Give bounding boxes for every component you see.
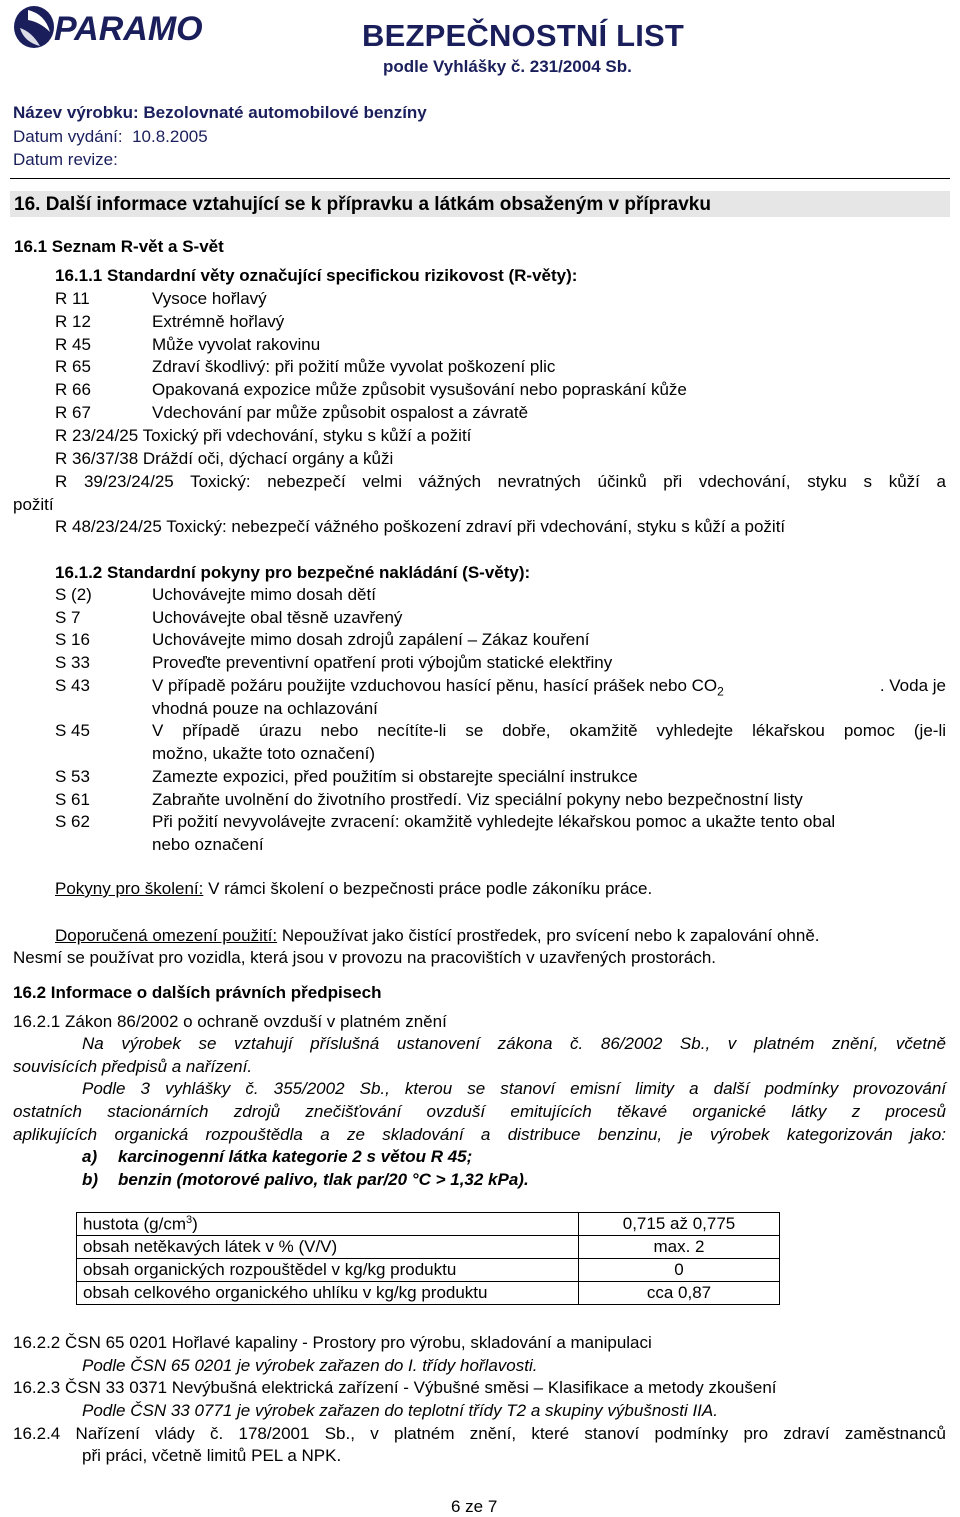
s-code: S 16 <box>55 630 90 649</box>
restrictions-label: Doporučená omezení použití: <box>55 926 278 945</box>
param-value: max. 2 <box>579 1236 780 1259</box>
category-a-marker: a) <box>82 1147 98 1166</box>
r-text: Opakovaná expozice může způsobit vysušování nebo popraskání kůže <box>152 380 687 399</box>
r-text: Vdechování par může způsobit ospalost a závratě <box>152 403 529 422</box>
s-code: S 43 <box>55 676 90 695</box>
page-number: 6 ze 7 <box>451 1497 498 1516</box>
law1-line: ostatních stacionárních zdrojů znečišťování ovzduší emitujících těkavé organické látky z procesů <box>13 1102 946 1121</box>
restrictions-line2: Nesmí se používat pro vozidla, která jsou v provozu na pracovištích v uzavřených prostorách. <box>13 948 716 967</box>
s-text-continued: možno, ukažte toto označení) <box>152 744 376 763</box>
s-text-part: V případě požáru použijte vzduchovou hasící pěnu, hasící prášek nebo CO <box>152 676 718 695</box>
law1-line: Na výrobek se vztahují příslušná ustanovení zákona č. 86/2002 Sb., v platném znění, včetně <box>82 1034 946 1053</box>
r-combined-line: R 36/37/38 Dráždí oči, dýchací orgány a kůži <box>55 449 394 468</box>
s-code: S 7 <box>55 608 81 627</box>
s-text <box>152 676 946 698</box>
law4-line2: při práci, včetně limitů PEL a NPK. <box>82 1446 342 1465</box>
r-code: R 67 <box>55 403 91 422</box>
category-b: benzin (motorové palivo, tlak par/20 °C > 1,32 kPa). <box>118 1170 529 1189</box>
s-code: S (2) <box>55 585 92 604</box>
s-text: Při požití nevyvolávejte zvracení: okamžitě vyhledejte lékařskou pomoc a ukažte tento obal <box>152 812 836 831</box>
s-text: Uchovávejte mimo dosah dětí <box>152 585 376 604</box>
param-label: obsah netěkavých látek v % (V/V) <box>77 1236 579 1259</box>
r-code: R 45 <box>55 335 91 354</box>
s-text-tail: . Voda je <box>879 676 946 695</box>
law3-title: 16.2.3 ČSN 33 0371 Nevýbušná elektrická zařízení - Výbušné směsi – Klasifikace a metody zkoušení <box>13 1378 777 1397</box>
list-heading: 16.1 Seznam R-vět a S-vět <box>14 237 224 256</box>
r-code: R 66 <box>55 380 91 399</box>
law1-line: souvisících předpisů a nařízení. <box>13 1057 253 1076</box>
restrictions-note <box>55 926 820 946</box>
s-text-continued: vhodná pouze na ochlazování <box>152 699 378 718</box>
document-subtitle: podle Vyhlášky č. 231/2004 Sb. <box>383 57 632 76</box>
restrictions-text: Nepoužívat jako čistící prostředek, pro svícení nebo k zapalování ohně. <box>277 926 820 945</box>
law2-note: Podle ČSN 65 0201 je výrobek zařazen do I. třídy hořlavosti. <box>82 1356 538 1375</box>
logo-wordmark: PARAMO <box>54 10 203 48</box>
r-code: R 12 <box>55 312 91 331</box>
law1-line: aplikujících organická rozpouštědla a ze skladování a distribuce benzinu, je výrobek kategorizován jako: <box>13 1125 946 1144</box>
document-title: BEZPEČNOSTNÍ LIST <box>362 18 685 53</box>
subscript: 2 <box>717 684 724 699</box>
param-label-text: hustota (g/cm <box>83 1214 186 1234</box>
superscript: 3 <box>186 1213 193 1226</box>
param-label <box>77 1213 579 1236</box>
category-a: karcinogenní látka kategorie 2 s větou R 45; <box>118 1147 473 1166</box>
training-label: Pokyny pro školení: <box>55 879 204 898</box>
s-phrases-heading: 16.1.2 Standardní pokyny pro bezpečné nakládání (S-věty): <box>55 563 531 582</box>
issue-date-value: 10.8.2005 <box>132 127 208 146</box>
s-text-main <box>152 676 724 698</box>
s-text: Zamezte expozici, před použitím si obstarejte speciální instrukce <box>152 767 638 786</box>
issue-date-label: Datum vydání: <box>13 127 123 146</box>
table-row <box>77 1236 780 1259</box>
param-label: obsah celkového organického uhlíku v kg/kg produktu <box>77 1282 579 1305</box>
law1-line: Podle 3 vyhlášky č. 355/2002 Sb., kterou se stanoví emisní limity a další podmínky provozování <box>82 1079 946 1098</box>
law3-note: Podle ČSN 33 0771 je výrobek zařazen do teplotní třídy T2 a skupiny výbušnosti IIA. <box>82 1401 718 1420</box>
r-combined-line: R 39/23/24/25 Toxický: nebezpečí velmi vážných nevratných účinků při vdechování, styku s kůží a <box>55 472 946 491</box>
s-text: Uchovávejte obal těsně uzavřený <box>152 608 403 627</box>
table-row <box>77 1259 780 1282</box>
param-label: obsah organických rozpouštědel v kg/kg produktu <box>77 1259 579 1282</box>
s-code: S 62 <box>55 812 90 831</box>
s-code: S 53 <box>55 767 90 786</box>
s-code: S 33 <box>55 653 90 672</box>
s-text: Uchovávejte mimo dosah zdrojů zapálení – Zákaz kouření <box>152 630 590 649</box>
param-value: 0 <box>579 1259 780 1282</box>
s-text: Zabraňte uvolnění do životního prostředí. Viz speciální pokyny nebo bezpečnostní listy <box>152 790 803 809</box>
law1-title: 16.2.1 Zákon 86/2002 o ochraně ovzduší v platném znění <box>13 1012 447 1031</box>
table-row <box>77 1282 780 1305</box>
s-text: Proveďte preventivní opatření proti výbojům statické elektřiny <box>152 653 613 672</box>
training-text: V rámci školení o bezpečnosti práce podle zákoníku práce. <box>203 879 653 898</box>
s-code: S 61 <box>55 790 90 809</box>
r-combined-line: R 48/23/24/25 Toxický: nebezpečí vážného poškození zdraví při vdechování, styku s kůží a požití <box>55 517 786 536</box>
r-code: R 11 <box>55 289 90 308</box>
header-divider <box>10 178 950 179</box>
legal-heading: 16.2 Informace o dalších právních předpisech <box>13 983 382 1002</box>
r-combined-line: požití <box>13 495 54 514</box>
parameters-table <box>76 1212 780 1305</box>
table-row <box>77 1213 780 1236</box>
r-code: R 65 <box>55 357 91 376</box>
law4-title: 16.2.4 Nařízení vlády č. 178/2001 Sb., v platném znění, které stanoví podmínky pro zdraví zaměstnanců <box>13 1424 946 1443</box>
category-b-marker: b) <box>82 1170 99 1189</box>
s-code: S 45 <box>55 721 90 740</box>
paramo-logo-icon <box>10 2 205 52</box>
r-text: Extrémně hořlavý <box>152 312 285 331</box>
product-name: Název výrobku: Bezolovnaté automobilové benzíny <box>13 103 427 122</box>
issue-date <box>13 127 208 147</box>
r-phrases-heading: 16.1.1 Standardní věty označující specifickou rizikovost (R-věty): <box>55 266 578 285</box>
param-value: cca 0,87 <box>579 1282 780 1305</box>
r-text: Může vyvolat rakovinu <box>152 335 321 354</box>
section-title: 16. Další informace vztahující se k přípravku a látkám obsaženým v přípravku <box>14 194 711 215</box>
param-label-tail: ) <box>192 1214 198 1234</box>
s-text: V případě úrazu nebo necítíte-li se dobře, okamžitě vyhledejte lékařskou pomoc (je-li <box>152 721 946 740</box>
r-text: Vysoce hořlavý <box>152 289 267 308</box>
training-note <box>55 879 652 899</box>
s-text-continued: nebo označení <box>152 835 264 854</box>
param-value: 0,715 až 0,775 <box>579 1213 780 1236</box>
revision-date-label: Datum revize: <box>13 150 118 169</box>
law2-title: 16.2.2 ČSN 65 0201 Hořlavé kapaliny - Prostory pro výrobu, skladování a manipulaci <box>13 1333 652 1352</box>
company-logo <box>10 2 205 52</box>
r-text: Zdraví škodlivý: při požití může vyvolat poškození plic <box>152 357 556 376</box>
r-combined-line: R 23/24/25 Toxický při vdechování, styku s kůží a požití <box>55 426 472 445</box>
